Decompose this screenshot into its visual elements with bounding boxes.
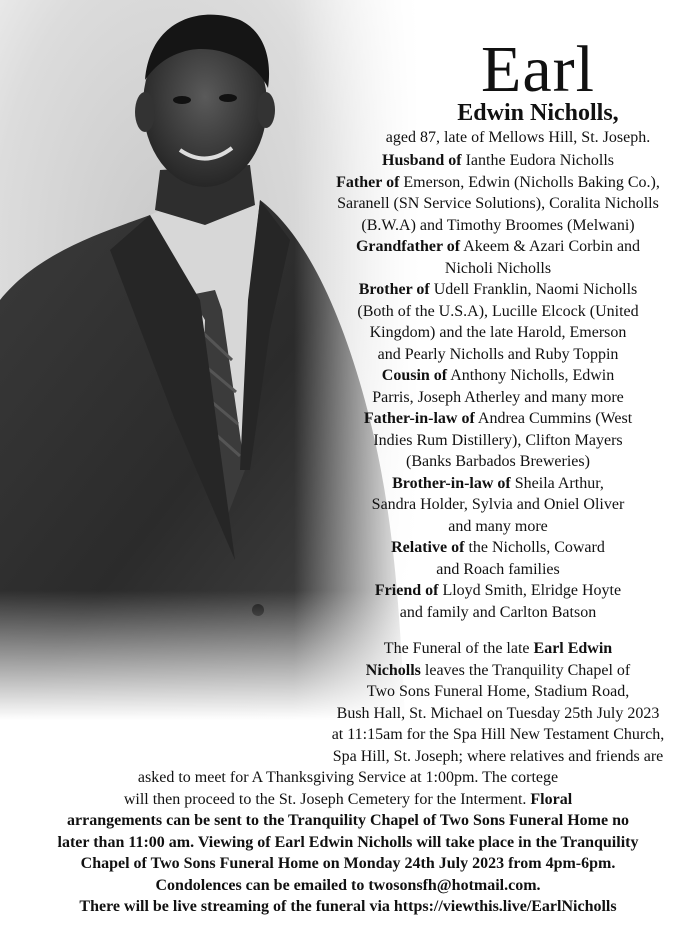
relation-text: Anthony Nicholls, Edwin bbox=[447, 367, 615, 384]
relation-line bbox=[300, 193, 696, 215]
relation-text: Parris, Joseph Atherley and many more bbox=[372, 388, 624, 406]
relation-line bbox=[300, 258, 696, 280]
relation-text: and family and Carlton Batson bbox=[399, 603, 597, 621]
relation-text: Sheila Arthur, bbox=[510, 474, 604, 492]
funeral-bold-text: Nicholls bbox=[365, 661, 421, 679]
deceased-first-name: Earl bbox=[481, 33, 595, 106]
funeral-line bbox=[0, 832, 696, 854]
relation-line bbox=[300, 172, 696, 194]
relation-label: Grandfather of bbox=[355, 238, 461, 255]
relation-line bbox=[300, 150, 696, 172]
funeral-line bbox=[0, 896, 696, 918]
relation-line bbox=[300, 602, 696, 624]
funeral-line bbox=[0, 875, 696, 897]
relation-text: Akeem & Azari Corbin and bbox=[460, 238, 641, 255]
funeral-line bbox=[0, 681, 696, 703]
relation-line bbox=[300, 322, 696, 344]
deceased-full-name: Edwin Nicholls, bbox=[457, 100, 619, 126]
relations-list bbox=[300, 150, 696, 623]
relation-text: (Both of the U.S.A), Lucille Elcock (United bbox=[357, 302, 639, 320]
funeral-text: asked to meet for A Thanksgiving Service at 1:00pm. The cortege bbox=[137, 769, 559, 786]
relation-text: Emerson, Edwin (Nicholls Baking Co.), bbox=[399, 173, 660, 191]
relation-label: Relative of bbox=[391, 539, 465, 556]
relation-text: Nicholi Nicholls bbox=[444, 259, 552, 277]
relation-label: Cousin of bbox=[381, 367, 448, 384]
funeral-bold-text: Floral bbox=[530, 790, 573, 808]
relation-label: Brother-in-law of bbox=[392, 474, 511, 492]
relation-line bbox=[300, 580, 696, 602]
funeral-text: at 11:15am for the Spa Hill New Testament Church, bbox=[331, 726, 665, 743]
relation-line bbox=[300, 301, 696, 323]
relation-line bbox=[300, 215, 696, 237]
funeral-line bbox=[0, 767, 696, 789]
relation-label: Friend of bbox=[374, 582, 439, 599]
funeral-text: Bush Hall, St. Michael on Tuesday 25th July 2023 bbox=[336, 704, 660, 722]
funeral-line bbox=[0, 638, 696, 660]
relation-line bbox=[300, 279, 696, 301]
funeral-line bbox=[0, 746, 696, 768]
relation-text: the Nicholls, Coward bbox=[464, 539, 605, 556]
relation-label: Brother of bbox=[358, 281, 430, 298]
funeral-line bbox=[0, 789, 696, 811]
relation-text: Indies Rum Distillery), Clifton Mayers bbox=[373, 431, 623, 449]
relation-text: and Pearly Nicholls and Ruby Toppin bbox=[377, 345, 619, 363]
relation-line bbox=[300, 387, 696, 409]
funeral-line bbox=[0, 724, 696, 746]
funeral-bold-text: later than 11:00 am. Viewing of Earl Edwin Nicholls will take place in the Tranquility bbox=[57, 833, 639, 851]
relation-label: Father-in-law of bbox=[363, 410, 475, 427]
relation-line bbox=[300, 236, 696, 258]
relation-line bbox=[300, 516, 696, 538]
relation-line bbox=[300, 451, 696, 473]
funeral-line bbox=[0, 703, 696, 725]
funeral-bold-text: Earl Edwin bbox=[533, 640, 613, 657]
relation-text: Lloyd Smith, Elridge Hoyte bbox=[438, 582, 622, 599]
relation-text: Kingdom) and the late Harold, Emerson bbox=[369, 324, 627, 341]
funeral-text: leaves the Tranquility Chapel of bbox=[420, 661, 631, 679]
funeral-line bbox=[0, 810, 696, 832]
relation-text: Sandra Holder, Sylvia and Oniel Oliver bbox=[371, 496, 625, 513]
relation-label: Husband of bbox=[382, 152, 462, 169]
relation-text: Saranell (SN Service Solutions), Coralita Nicholls bbox=[337, 195, 659, 212]
age-residence: aged 87, late of Mellows Hill, St. Joseph. bbox=[385, 129, 651, 146]
relation-line bbox=[300, 408, 696, 430]
relation-line bbox=[300, 559, 696, 581]
relation-line bbox=[300, 537, 696, 559]
relation-text: Andrea Cummins (West bbox=[474, 410, 633, 427]
relation-text: Ianthe Eudora Nicholls bbox=[461, 152, 614, 169]
funeral-bold-text: arrangements can be sent to the Tranquility Chapel of Two Sons Funeral Home no bbox=[67, 812, 629, 829]
relation-text: (B.W.A) and Timothy Broomes (Melwani) bbox=[361, 216, 635, 234]
relation-line bbox=[300, 494, 696, 516]
funeral-bold-text: There will be live streaming of the funeral via https://viewthis.live/EarlNicholls bbox=[79, 898, 617, 915]
funeral-text: Spa Hill, St. Joseph; where relatives and friends are bbox=[332, 747, 664, 765]
funeral-notice bbox=[0, 638, 696, 918]
relation-text: and Roach families bbox=[436, 560, 560, 578]
relation-line bbox=[300, 365, 696, 387]
relation-text: and many more bbox=[448, 517, 548, 535]
funeral-line bbox=[0, 660, 696, 682]
funeral-line bbox=[0, 853, 696, 875]
relation-line bbox=[300, 473, 696, 495]
relation-line bbox=[300, 430, 696, 452]
relation-text: (Banks Barbados Breweries) bbox=[406, 453, 590, 470]
funeral-text: Two Sons Funeral Home, Stadium Road, bbox=[366, 683, 630, 700]
relation-text: Udell Franklin, Naomi Nicholls bbox=[429, 281, 638, 298]
funeral-text: The Funeral of the late bbox=[383, 640, 534, 657]
relation-line bbox=[300, 344, 696, 366]
funeral-text: will then proceed to the St. Joseph Cemetery for the Interment. bbox=[123, 790, 531, 808]
relation-label: Father of bbox=[336, 173, 400, 191]
funeral-bold-text: Condolences can be emailed to twosonsfh@hotmail.com. bbox=[155, 876, 541, 894]
funeral-bold-text: Chapel of Two Sons Funeral Home on Monday 24th July 2023 from 4pm-6pm. bbox=[80, 855, 616, 872]
